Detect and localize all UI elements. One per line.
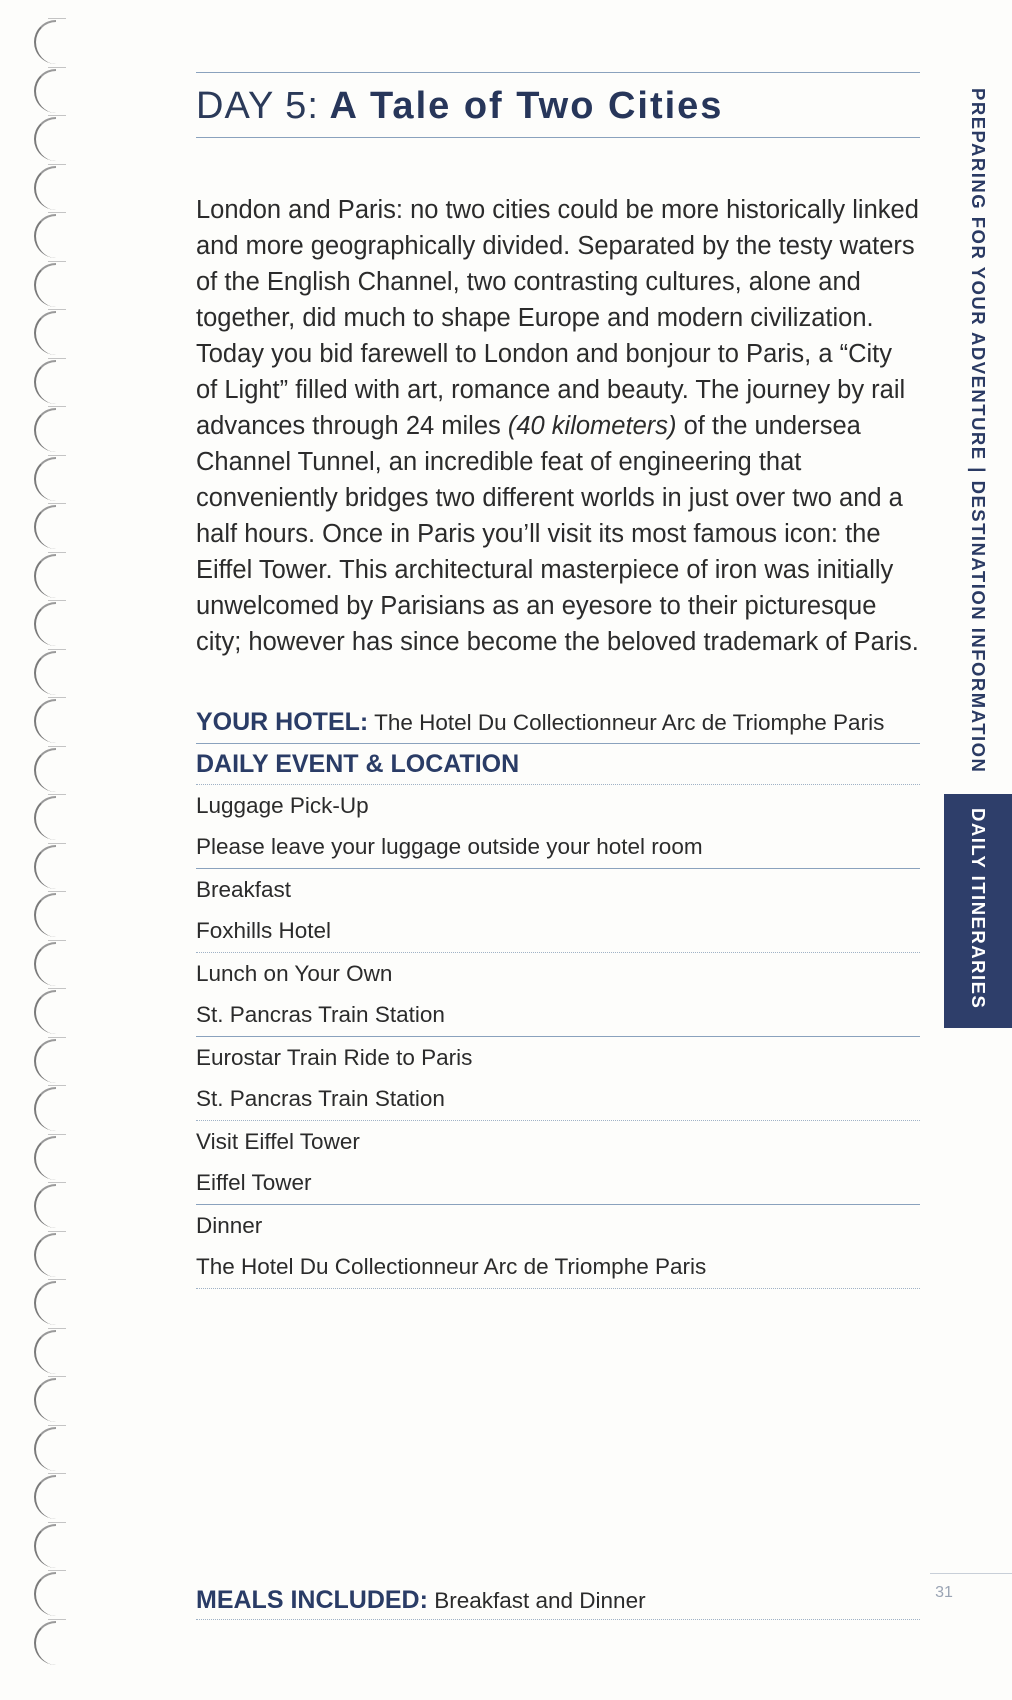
binding-ring-tick [48,891,66,892]
event-location: Eiffel Tower [196,1170,312,1196]
binding-ring [34,1330,58,1360]
event-location: Please leave your luggage outside your hotel room [196,834,703,860]
binding-ring [34,748,58,778]
binding-ring-tick [48,309,66,310]
binding-ring-arc [34,893,56,937]
binding-ring-tick [48,600,66,601]
event-location: The Hotel Du Collectionneur Arc de Triomphe Paris [196,1254,707,1280]
page-number: 31 [935,1584,953,1601]
binding-ring-tick [48,1037,66,1038]
event-row [196,1037,920,1121]
binding-ring-arc [34,1136,56,1180]
binding-ring [34,845,58,875]
binding-ring-arc [34,360,56,404]
binding-ring-arc [34,699,56,743]
event-row [196,869,920,953]
event-list [196,785,920,1289]
binding-ring-tick [48,843,66,844]
binding-ring [34,1427,58,1457]
binding-ring [34,796,58,826]
binding-ring-arc [34,20,56,64]
binding-ring-tick [48,261,66,262]
binding-ring-arc [34,1524,56,1568]
description-distance-metric: (40 kilometers) [507,411,677,440]
binding-ring [34,166,58,196]
description-text-part-2: of the undersea Channel Tunnel, an incredible feat of engineering that conveniently bridges two different worlds in just over two and a half hours. Once in Paris you’ll visit its most famous icon: the Eiffel Tower. This architectural masterpiece of iron was initially unwelcomed by Parisians as an eyesore to their picturesque city; however has since become the beloved trademark of Paris. [196,411,919,656]
binding-ring-tick [48,1425,66,1426]
binding-ring-tick [48,746,66,747]
binding-ring-tick [48,940,66,941]
binding-ring-arc [34,1281,56,1325]
binding-ring-tick [48,212,66,213]
binding-ring [34,554,58,584]
binding-ring [34,1087,58,1117]
event-name: Breakfast [196,876,292,902]
event-row [196,1205,920,1289]
hotel-name: The Hotel Du Collectionneur Arc de Triomphe Paris [374,709,885,735]
binding-ring [34,214,58,244]
binding-ring-arc [34,845,56,889]
binding-ring-tick [48,67,66,68]
day-title-name: A Tale of Two Cities [329,85,724,127]
event-location: St. Pancras Train Station [196,1086,445,1112]
event-name: Luggage Pick-Up [196,792,369,818]
binding-ring-arc [34,1427,56,1471]
event-name: Dinner [196,1212,263,1238]
event-name: Visit Eiffel Tower [196,1128,360,1154]
page-title [196,73,920,137]
binding-ring [34,1039,58,1069]
binding-ring [34,1184,58,1214]
binding-ring [34,1572,58,1602]
binding-ring-tick [48,406,66,407]
day-number-label: DAY 5: [196,85,319,127]
binding-ring-arc [34,408,56,452]
binding-ring-tick [48,1279,66,1280]
description-text-part-1: London and Paris: no two cities could be more historically linked and more geographically divided. Separated by the testy waters of the English Channel, two contrasting cultures, alone and together, did much to shape Europe and modern civilization. Today you bid farewell to London and bonjour to Paris, a “City of Light” filled with art, romance and beauty. The journey by rail advances through 24 miles [196,195,919,440]
hotel-info [196,702,920,743]
binding-ring-arc [34,1039,56,1083]
binding-ring-tick [48,1134,66,1135]
tab-daily-itineraries[interactable] [944,794,1012,1028]
binding-ring-arc [34,1184,56,1228]
binding-ring [34,408,58,438]
binding-ring-arc [34,214,56,258]
binding-ring-arc [34,311,56,355]
binding-ring-tick [48,794,66,795]
binding-ring-tick [48,1231,66,1232]
binding-ring-arc [34,554,56,598]
binding-ring [34,1378,58,1408]
binding-ring [34,505,58,535]
binding-ring-arc [34,69,56,113]
binding-ring [34,360,58,390]
meals-included [196,1582,920,1620]
binding-ring-arc [34,263,56,307]
events-heading: DAILY EVENT & LOCATION [196,749,520,778]
binding-ring [34,69,58,99]
page-number-rule [930,1573,1012,1574]
meals-label: MEALS INCLUDED: [196,1586,428,1614]
binding-ring [34,1524,58,1554]
binding-ring-arc [34,1621,56,1665]
binding-ring-tick [48,455,66,456]
event-row [196,785,920,869]
binding-ring-tick [48,1182,66,1183]
binding-ring-tick [48,1328,66,1329]
event-location: Foxhills Hotel [196,918,332,944]
event-row [196,1121,920,1205]
binding-ring [34,1136,58,1166]
binding-ring [34,1281,58,1311]
binding-ring-tick [48,649,66,650]
binding-ring-arc [34,1378,56,1422]
itinerary-day-section [196,72,920,1289]
spiral-binding [0,0,80,1700]
binding-ring [34,602,58,632]
binding-ring-arc [34,1475,56,1519]
binding-ring-tick [48,1085,66,1086]
binding-ring-tick [48,18,66,19]
tab-daily-label: DAILY ITINERARIES [968,808,989,1010]
binding-ring-tick [48,358,66,359]
binding-ring-arc [34,1233,56,1277]
tab-preparing-destination[interactable] [944,88,1012,788]
tab-preparing-label: PREPARING FOR YOUR ADVENTURE | DESTINATION INFORMATION [968,88,989,774]
event-name: Eurostar Train Ride to Paris [196,1044,473,1070]
event-location: St. Pancras Train Station [196,1002,445,1028]
event-row-rule [196,1288,920,1289]
binding-ring-tick [48,503,66,504]
binding-ring [34,263,58,293]
binding-ring-arc [34,457,56,501]
binding-ring-arc [34,602,56,646]
binding-ring-tick [48,115,66,116]
binding-ring [34,1475,58,1505]
binding-ring-tick [48,1522,66,1523]
binding-ring-tick [48,164,66,165]
binding-ring [34,457,58,487]
meals-rule [196,1619,920,1620]
binding-ring-arc [34,505,56,549]
binding-ring-tick [48,1570,66,1571]
binding-ring [34,990,58,1020]
event-row [196,953,920,1037]
binding-ring [34,1621,58,1651]
binding-ring [34,893,58,923]
hotel-label: YOUR HOTEL: [196,707,369,736]
binding-ring [34,651,58,681]
day-description [196,192,920,660]
binding-ring-arc [34,1572,56,1616]
event-name: Lunch on Your Own [196,960,393,986]
binding-ring-arc [34,1087,56,1131]
binding-ring-arc [34,942,56,986]
binding-ring [34,699,58,729]
binding-ring [34,20,58,50]
binding-ring-arc [34,117,56,161]
binding-ring-arc [34,651,56,695]
meals-value: Breakfast and Dinner [434,1588,646,1613]
binding-ring [34,942,58,972]
binding-ring-tick [48,1473,66,1474]
binding-ring-arc [34,748,56,792]
binding-ring-tick [48,697,66,698]
binding-ring [34,117,58,147]
binding-ring [34,1233,58,1263]
binding-ring-arc [34,1330,56,1374]
title-bottom-rule [196,137,920,138]
binding-ring-tick [48,1376,66,1377]
binding-ring-tick [48,988,66,989]
binding-ring-arc [34,166,56,210]
binding-ring-tick [48,552,66,553]
binding-ring-tick [48,1619,66,1620]
binding-ring [34,311,58,341]
binding-ring-arc [34,796,56,840]
binding-ring-arc [34,990,56,1034]
